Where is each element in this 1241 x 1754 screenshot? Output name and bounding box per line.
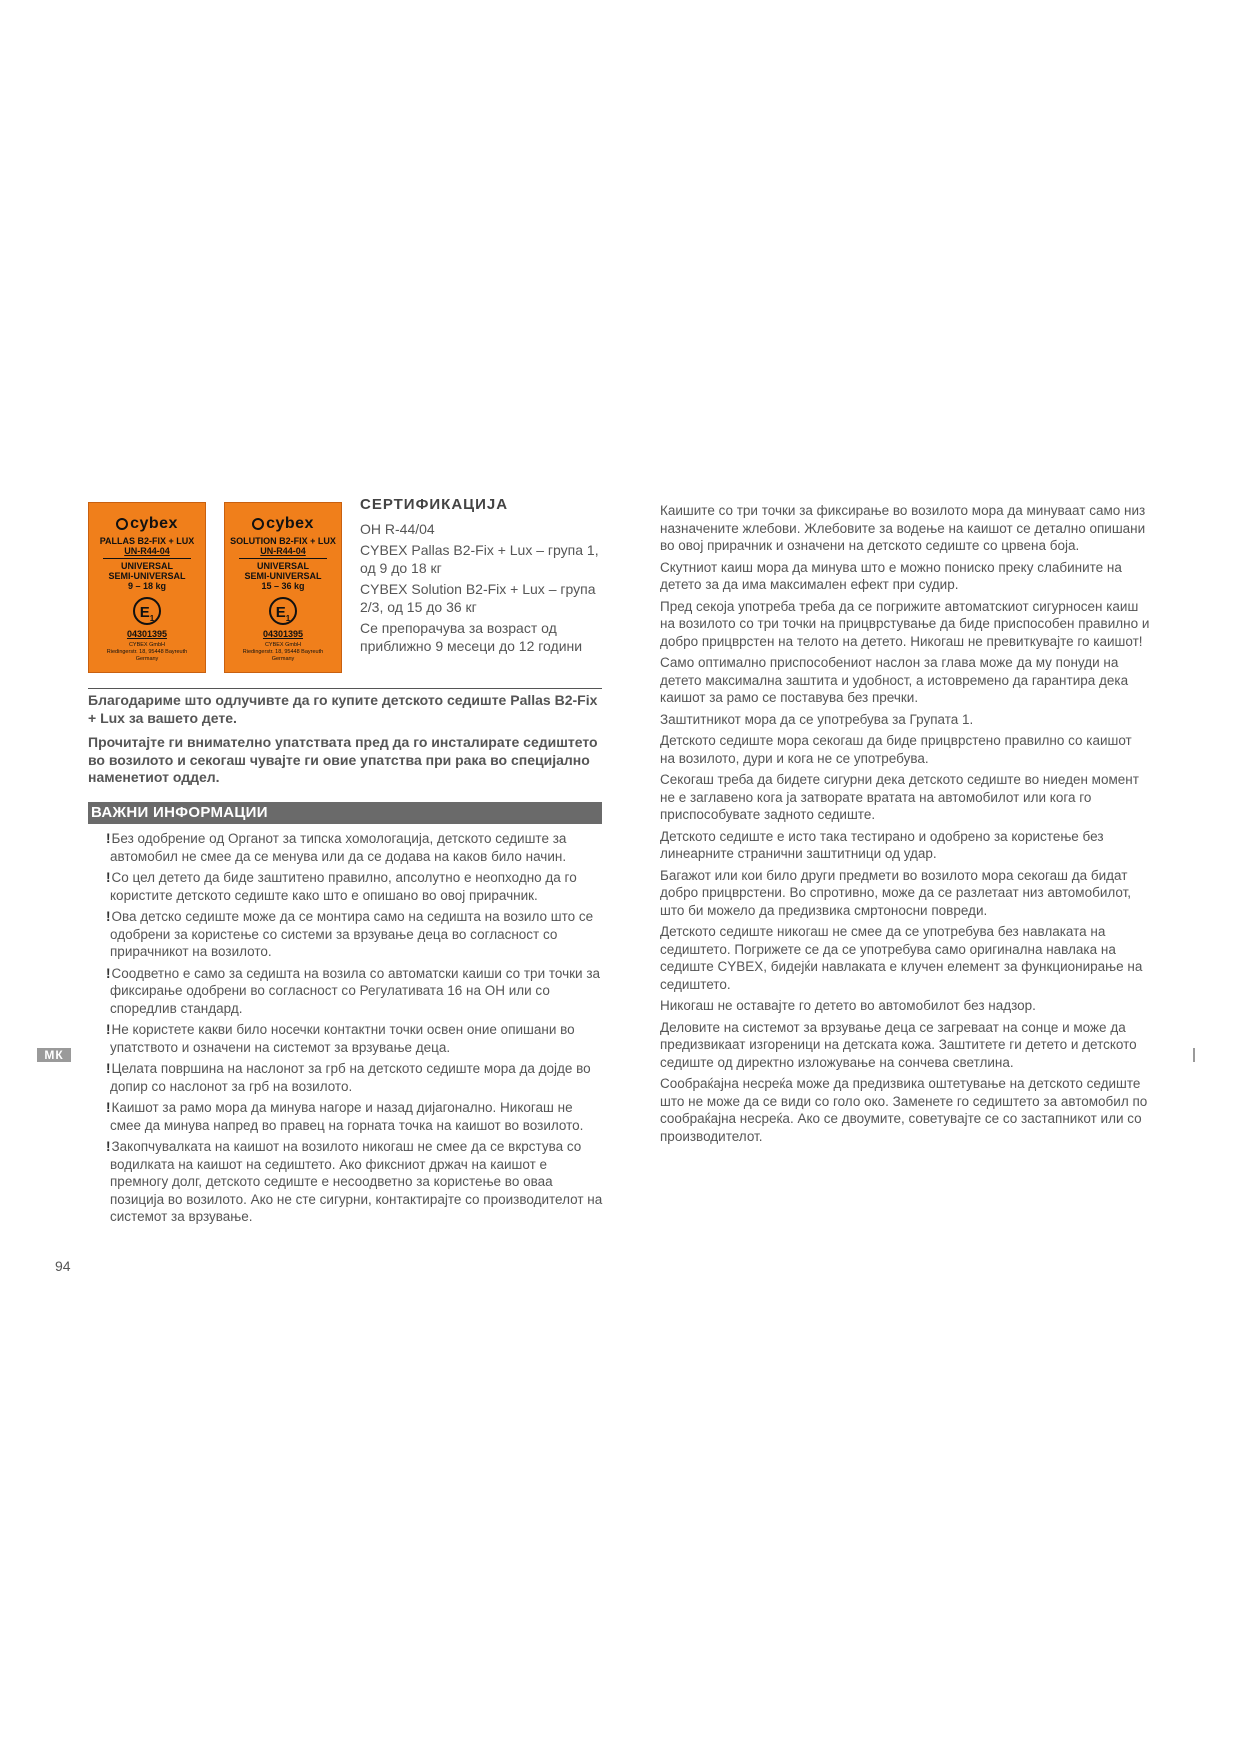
warning-exclamation-icon: ! [106, 909, 111, 924]
e-mark-letter: E [275, 604, 286, 621]
list-item-text: Ова детско седиште може да се монтира само на седишта на возило што се одобрени за користење со системи за врзување деца во согласност со прирачникот на возилото. [110, 909, 594, 959]
warning-exclamation-icon: ! [106, 1022, 111, 1037]
label-class-universal: UNIVERSAL [120, 561, 173, 571]
label-divider [103, 558, 191, 559]
label-regulation: UN-R44-04 [260, 546, 306, 556]
language-tab: МК [37, 1048, 71, 1062]
page-number: 94 [55, 1258, 71, 1274]
list-item [660, 828, 1150, 863]
list-item-text: Со цел детето да биде заштитено правилно, апсолутно е неопходно да го користите детското седиште како што е опишано во овој прирачник. [110, 870, 577, 903]
list-item-text: Каишите со три точки за фиксирање во возилото мора да минуваат само низ назначените жлебови. Жлебовите за водење на каишот се детално опишани во овој прирачник и означени на детското седиште со црвена боја. [660, 503, 1146, 553]
list-item-text: Детското седиште никогаш не смее да се употребува без навлаката на седиштето. Погрижете се да се употребува само оригинална навлака на седиште CYBEX, бидејќи навлаката е клучен елемент за функционирање на седиштето. [660, 924, 1143, 992]
list-item-text: Каишот за рамо мора да минува нагоре и назад дијагонално. Никогаш не смее да минува напред во правец на горната точка на каишот во возилото. [110, 1100, 584, 1133]
warning-exclamation-icon: ! [106, 1139, 111, 1154]
list-item-text: Без одобрение од Органот за типска хомологација, детското седиште за автомобил не смее да се менува или да се додава на каков било начин. [110, 831, 567, 864]
list-item [660, 598, 1150, 651]
list-item-text: Скутниот каиш мора да минува што е можно пониско преку слабините на детето за да има максимален ефект при судир. [660, 559, 1122, 592]
label-maker-country: Germany [135, 656, 159, 662]
e-mark-number: 1 [285, 614, 291, 623]
warning-exclamation-icon: ! [106, 831, 111, 846]
list-item [660, 867, 1150, 920]
label-brand: cybex [130, 515, 178, 532]
cybex-logo-icon [116, 518, 128, 530]
label-model: PALLAS B2-FIX + LUX [99, 536, 195, 546]
list-item-text: Соодветно е само за седишта на возила со автоматски каиши со три точки за фиксирање одобрени во согласност со Регулативата 16 на ОН или со споредлив стандард. [110, 965, 601, 1016]
list-item-text: Заштитникот мора да се употребува за Групата 1. [660, 711, 974, 727]
list-item [660, 711, 1150, 729]
label-maker [225, 642, 341, 663]
important-info-list-right [660, 502, 1150, 1149]
cybex-logo [225, 515, 341, 533]
label-class-semi: SEMI-UNIVERSAL [244, 571, 322, 581]
list-item [106, 1060, 605, 1095]
label-maker-name: CYBEX GmbH [264, 642, 302, 648]
list-item [660, 654, 1150, 707]
label-model: SOLUTION B2-FIX + LUX [230, 536, 336, 546]
warning-exclamation-icon: ! [106, 1061, 111, 1076]
intro-thanks: Благодариме што одлучивте да го купите детското седиште Pallas B2-Fix + Lux за вашето дете. [88, 692, 598, 726]
label-maker [89, 642, 205, 663]
list-item [106, 965, 605, 1018]
list-item [660, 1075, 1150, 1145]
certification-line: CYBEX Solution B2-Fix + Lux – група 2/3, од 15 до 36 кг [360, 580, 596, 615]
e-mark-letter: E [139, 604, 150, 621]
warning-exclamation-icon: ! [106, 1100, 111, 1115]
certification-line: ОН R-44/04 [360, 521, 435, 537]
warning-exclamation-icon: ! [106, 870, 111, 885]
certification-line: Се препорачува за возраст од приближно 9 месеци до 12 години [360, 619, 583, 654]
label-brand: cybex [266, 515, 314, 532]
edge-marker [1193, 1048, 1195, 1062]
list-item-text: Деловите на системот за врзување деца се загреваат на сонце и може да предизвикаат изгореници на детската кожа. Заштитете ги детето и детското седиште од директно изложување на сончева светлина. [660, 1019, 1137, 1070]
list-item-text: Секогаш треба да бидете сигурни дека детското седиште во ниеден момент не е заглавено кога ја затворате вратата на автомобилот или кога го приспособувате задното седиште. [660, 772, 1139, 822]
e-mark-icon [133, 597, 161, 625]
list-item-text: Багажот или кои било други предмети во возилото мора секогаш да бидат добро прицврстени. Во спротивно, може да се разлетаат низ автомобилот, што би можело да предизвика смртоносни повреди. [660, 867, 1132, 918]
list-item [660, 559, 1150, 594]
list-item [660, 997, 1150, 1015]
label-maker-country: Germany [271, 656, 295, 662]
label-divider [239, 558, 327, 559]
list-item-text: Никогаш не оставајте го детето во автомобилот без надзор. [660, 998, 1036, 1013]
list-item [106, 830, 605, 865]
important-info-list-left [106, 830, 605, 1230]
label-class-universal: UNIVERSAL [256, 561, 309, 571]
section-heading-important-info: ВАЖНИ ИНФОРМАЦИИ [88, 802, 602, 824]
list-item [660, 771, 1150, 824]
label-regulation: UN-R44-04 [124, 546, 170, 556]
list-item-text: Детското седиште е исто така тестирано и одобрено за користење без линеарните странични заштитници од удар. [660, 828, 1104, 861]
certification-line: CYBEX Pallas B2-Fix + Lux – група 1, од 9 до 18 кг [360, 541, 599, 576]
label-class-semi: SEMI-UNIVERSAL [108, 571, 186, 581]
e-mark-number: 1 [149, 614, 155, 623]
label-maker-address: Riedingerstr. 18, 95448 Bayreuth [242, 649, 324, 655]
list-item-text: Пред секоја употреба треба да се погрижите автоматскиот сигурносен каиш на возилото со три точки на прицврстување да биде приспособен правилно и добро прицврстен на телото на детето. Никогаш не превиткувајте го каишот! [660, 598, 1150, 649]
divider-line [88, 688, 602, 689]
approval-label-pallas [88, 502, 206, 673]
warning-exclamation-icon: ! [106, 965, 111, 981]
list-item [660, 732, 1150, 767]
list-item [660, 502, 1150, 555]
certification-body [360, 520, 610, 658]
label-approval-number: 04301395 [262, 629, 304, 639]
e-mark-icon [269, 597, 297, 625]
list-item-text: Детското седиште мора секогаш да биде прицврстено правилно со каишот на возилото, дури и кога не се употребува. [660, 733, 1132, 766]
approval-label-solution [224, 502, 342, 673]
list-item [106, 1138, 605, 1226]
list-item-text: Сообраќајна несреќа може да предизвика оштетување на детското седиште што не може да се види со голо око. Заменете го седиштето за автомобил по сообраќајна несреќа. Ако се двоумите, советувајте се со застапникот или со производителот. [660, 1076, 1148, 1144]
list-item [660, 923, 1150, 993]
cybex-logo [89, 515, 205, 533]
list-item-text: Закопчувалката на каишот на возилото никогаш не смее да се вкрстува со водилката на каишот на седиштето. Ако фиксниот држач на каишот е премногу долг, детското седиште е несоодветно за користење во оваа позиција во возилото. Ако не сте сигурни, контактирајте со производителот на системот за врзување. [110, 1139, 603, 1224]
list-item [106, 869, 605, 904]
certification-title: СЕРТИФИКАЦИЈА [360, 496, 509, 513]
intro-read-instructions: Прочитајте ги внимателно упатствата пред да го инсталирате седиштето во возилото и секогаш чувајте ги овие упатства при рака во специјално наменетиот оддел. [88, 734, 598, 785]
list-item [106, 1021, 605, 1056]
label-maker-name: CYBEX GmbH [128, 642, 166, 648]
label-maker-address: Riedingerstr. 18, 95448 Bayreuth [106, 649, 188, 655]
list-item [106, 908, 605, 961]
list-item-text: Целата површина на наслонот за грб на детското седиште мора да дојде во допир со наслонот за грб на возилото. [110, 1061, 591, 1094]
list-item [660, 1019, 1150, 1072]
label-weight: 9 – 18 kg [127, 581, 167, 591]
list-item [106, 1099, 605, 1134]
list-item-text: Не користете какви било носечки контактни точки освен оние опишани во упатството и означени на системот за врзување деца. [110, 1022, 575, 1055]
label-approval-number: 04301395 [126, 629, 168, 639]
list-item-text: Само оптимално приспособениот наслон за глава може да му понуди на детето максимална заштита и удобност, а истовремено да гарантира дека каишот за рамо се поставува без пречки. [660, 655, 1129, 705]
label-weight: 15 – 36 kg [261, 581, 305, 591]
cybex-logo-icon [252, 518, 264, 530]
